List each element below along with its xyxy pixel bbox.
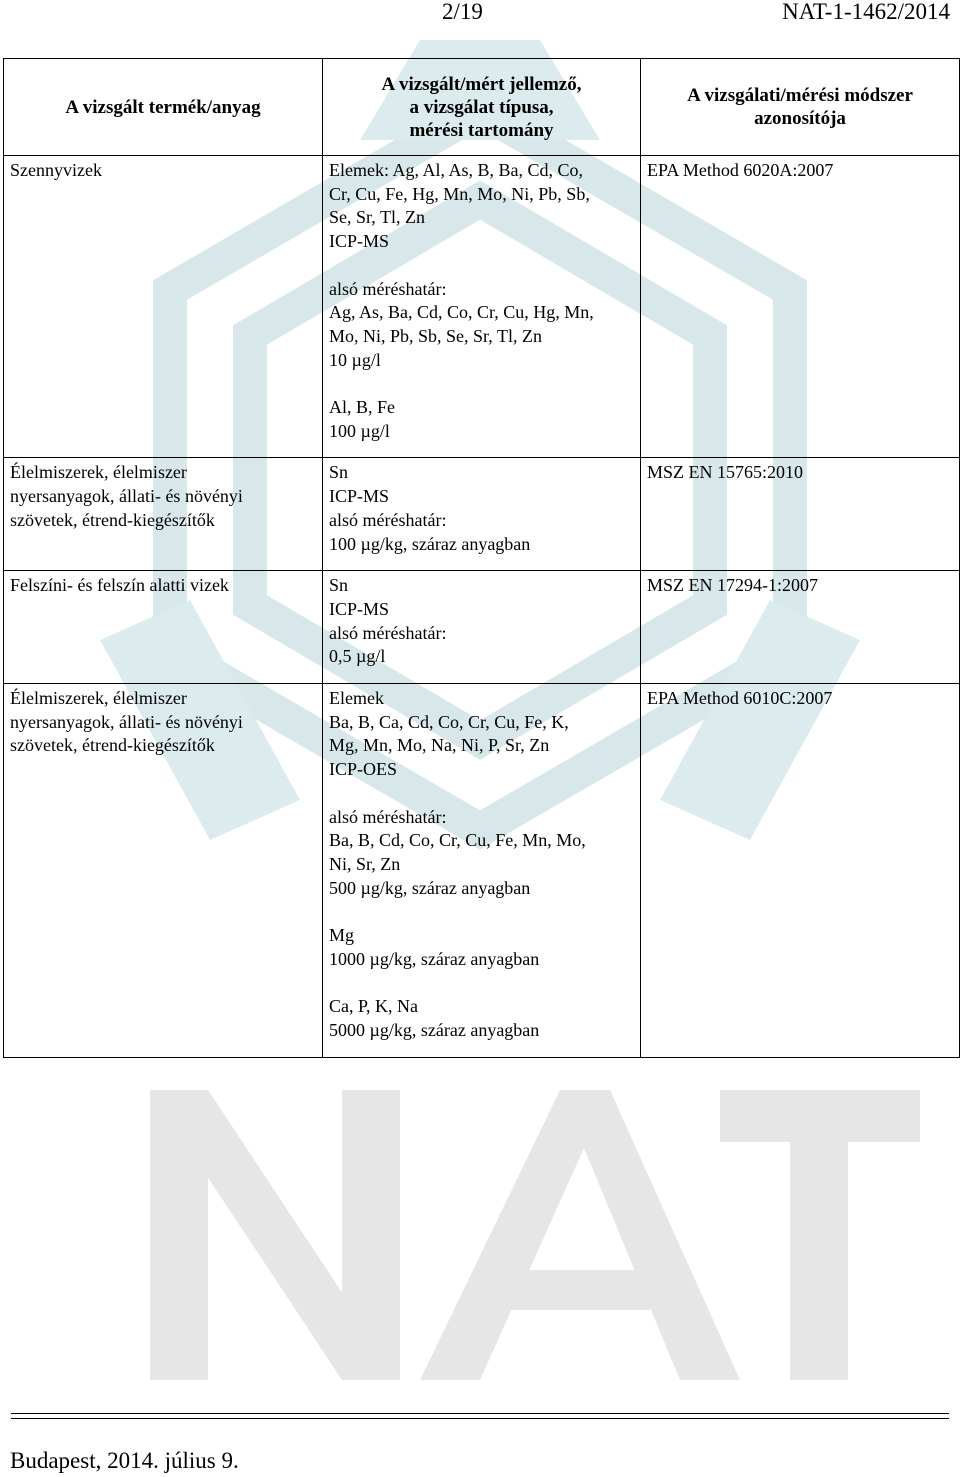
cell-text-line: Élelmiszerek, élelmiszer (10, 462, 187, 483)
cell-text-line: 10 µg/l (329, 349, 381, 370)
table-row (4, 156, 960, 458)
cell-product (4, 571, 323, 684)
cell-text-line: EPA Method 6010C:2007 (647, 688, 833, 709)
table-row (4, 571, 960, 684)
cell-text-line: 1000 µg/kg, száraz anyagban (329, 948, 540, 969)
cell-text-line: 5000 µg/kg, száraz anyagban (329, 1019, 540, 1040)
cell-text-line: alsó méréshatár: (329, 278, 447, 299)
cell-text-line: 0,5 µg/l (329, 646, 386, 667)
cell-characteristic (323, 156, 641, 458)
header-method: A vizsgálati/mérési módszer azonosítója (641, 59, 960, 156)
header-product: A vizsgált termék/anyag (4, 59, 323, 156)
cell-text-line (329, 971, 634, 995)
table-header-row (4, 59, 960, 156)
document-id: NAT-1-1462/2014 (782, 0, 950, 24)
cell-text-line: alsó méréshatár: (329, 622, 447, 643)
cell-text-line (329, 782, 634, 806)
cell-text-line: 100 µg/l (329, 420, 390, 441)
cell-text-line: MSZ EN 15765:2010 (647, 462, 804, 483)
cell-product (4, 458, 323, 571)
cell-text-line: 100 µg/kg, száraz anyagban (329, 533, 531, 554)
cell-text-line: ICP-MS (329, 486, 390, 507)
cell-text-line: Mo, Ni, Pb, Sb, Se, Sr, Tl, Zn (329, 325, 542, 346)
cell-text-line: Felszíni- és felszín alatti vizek (10, 575, 229, 596)
cell-text-line: nyersanyagok, állati- és növényi (10, 486, 243, 507)
cell-text-line: 500 µg/kg, száraz anyagban (329, 877, 531, 898)
cell-product (4, 156, 323, 458)
cell-text-line: alsó méréshatár: (329, 806, 447, 827)
cell-text-line (329, 372, 634, 396)
cell-text-line: Mg (329, 925, 355, 946)
cell-text-line: EPA Method 6020A:2007 (647, 160, 834, 180)
cell-text-line: Ag, As, Ba, Cd, Co, Cr, Cu, Hg, Mn, (329, 302, 594, 323)
cell-text-line: Sn (329, 575, 349, 596)
page-number: 2/19 (442, 0, 483, 24)
cell-characteristic (323, 571, 641, 684)
cell-text-line: nyersanyagok, állati- és növényi (10, 711, 243, 732)
cell-text-line: Ni, Sr, Zn (329, 853, 401, 874)
cell-text-line (329, 254, 634, 278)
cell-text-line: Elemek: Ag, Al, As, B, Ba, Cd, Co, (329, 160, 584, 180)
cell-text-line: Szennyvizek (10, 160, 102, 180)
cell-text-line: Ba, B, Cd, Co, Cr, Cu, Fe, Mn, Mo, (329, 830, 586, 851)
cell-product (4, 684, 323, 1058)
cell-method (641, 684, 960, 1058)
cell-text-line: Elemek (329, 688, 384, 709)
cell-characteristic (323, 458, 641, 571)
header-characteristic: A vizsgált/mért jellemző, a vizsgálat típusa, mérési tartomány (323, 59, 641, 156)
cell-text-line: alsó méréshatár: (329, 509, 447, 530)
cell-text-line: Sn (329, 462, 349, 483)
cell-text-line: Al, B, Fe (329, 397, 396, 417)
table-row (4, 458, 960, 571)
cell-method (641, 571, 960, 684)
cell-method (641, 458, 960, 571)
cell-text-line: Mg, Mn, Mo, Na, Ni, P, Sr, Zn (329, 735, 550, 756)
footer-place-date: Budapest, 2014. július 9. (10, 1448, 239, 1473)
cell-text-line: ICP-MS (329, 231, 390, 252)
footer-divider (11, 1418, 949, 1419)
cell-text-line: ICP-MS (329, 598, 390, 619)
cell-text-line: ICP-OES (329, 759, 398, 780)
cell-text-line: Élelmiszerek, élelmiszer (10, 688, 187, 709)
cell-text-line: szövetek, étrend-kiegészítők (10, 735, 215, 756)
cell-method (641, 156, 960, 458)
cell-characteristic (323, 684, 641, 1058)
cell-text-line: MSZ EN 17294-1:2007 (647, 575, 818, 596)
cell-text-line: szövetek, étrend-kiegészítők (10, 509, 215, 530)
cell-text-line: Cr, Cu, Fe, Hg, Mn, Mo, Ni, Pb, Sb, (329, 183, 590, 204)
cell-text-line: Se, Sr, Tl, Zn (329, 207, 425, 228)
footer-divider (11, 1413, 949, 1414)
cell-text-line (329, 900, 634, 924)
accreditation-scope-table (3, 58, 960, 1058)
cell-text-line: Ca, P, K, Na (329, 996, 418, 1017)
cell-text-line: Ba, B, Ca, Cd, Co, Cr, Cu, Fe, K, (329, 711, 569, 732)
table-row (4, 684, 960, 1058)
